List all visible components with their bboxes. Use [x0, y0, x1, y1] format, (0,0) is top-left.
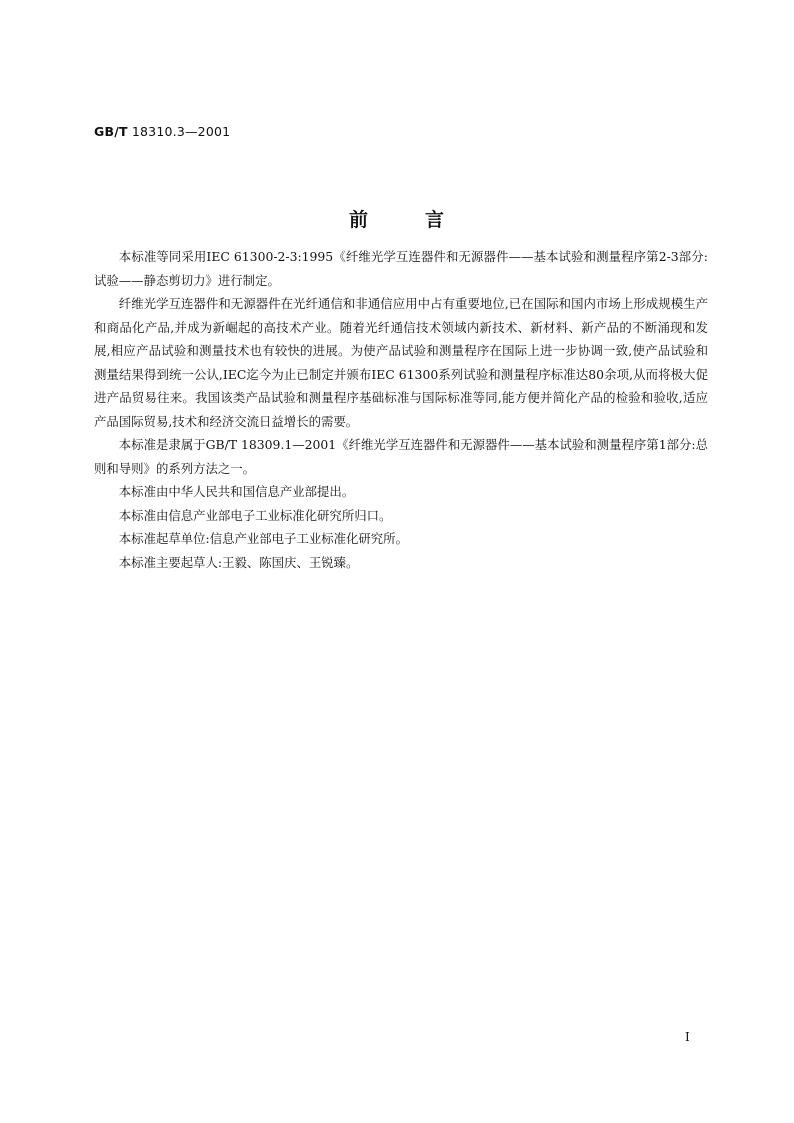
paragraph-adoption: 本标准等同采用IEC 61300-2-3:1995《纤维光学互连器件和无源器件——基本试验和测量程序第2-3部分:试验——静态剪切力》进行制定。	[94, 249, 708, 288]
foreword-body	[94, 245, 708, 574]
standard-prefix: GB/T	[94, 124, 128, 139]
page-title	[0, 205, 794, 232]
paragraph-background: 纤维光学互连器件和无源器件在光纤通信和非通信应用中占有重要地位,已在国际和国内市场上形成规模生产和商品化产品,并成为新崛起的高技术产业。随着光纤通信技术领域内新技术、新材料、新产品的不断涌现和发展,相应产品试验和测量技术也有较快的进展。为使产品试验和测量程序在国际上进一步协调一致,使产品试验和测量结果得到统一公认,IEC迄今为止已制定并颁布IEC 61300系列试验和测量程序标准达80余项,从而将极大促进产品贸易往来。我国该类产品试验和测量程序基础标准与国际标准等同,能方便并简化产品的检验和验收,适应产品国际贸易,技术和经济交流日益增长的需要。	[94, 296, 708, 429]
title-char-2: 言	[425, 209, 446, 231]
page-number: I	[685, 1030, 690, 1044]
document-code	[94, 124, 230, 139]
paragraph-drafting-unit: 本标准起草单位:信息产业部电子工业标准化研究所。	[118, 531, 408, 546]
paragraph-proposer: 本标准由中华人民共和国信息产业部提出。	[118, 484, 355, 499]
standard-number: 18310.3—2001	[131, 124, 231, 139]
paragraph-administrator: 本标准由信息产业部电子工业标准化研究所归口。	[118, 507, 392, 523]
title-char-1: 前	[348, 209, 369, 231]
paragraph-series: 本标准是隶属于GB/T 18309.1—2001《纤维光学互连器件和无源器件——基本试验和测量程序第1部分:总则和导则》的系列方法之一。	[94, 437, 708, 476]
paragraph-drafters: 本标准主要起草人:王毅、陈国庆、王锐臻。	[118, 554, 359, 570]
